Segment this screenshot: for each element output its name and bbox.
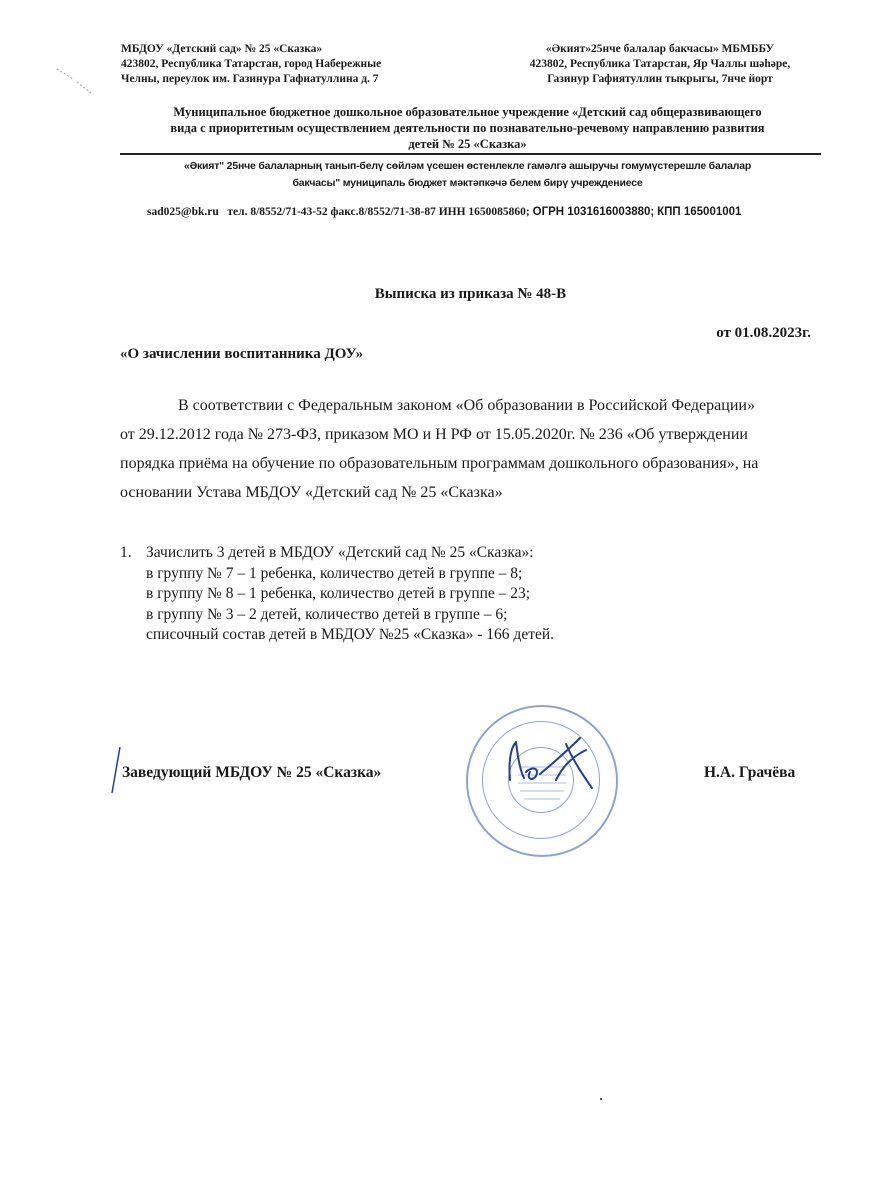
paragraph-line2: от 29.12.2012 года № 273-ФЗ, приказом МО и Н РФ от 15.05.2020г. № 236 «Об утверждении xyxy=(120,426,748,443)
header-left xyxy=(121,42,381,87)
order-list xyxy=(120,543,554,646)
handwritten-signature xyxy=(496,728,606,798)
institution-name-tt xyxy=(120,158,815,192)
paragraph-line3: порядка приёма на обучение по образовательным программам дошкольного образования», на xyxy=(120,455,759,472)
document-date: от 01.08.2023г. xyxy=(716,325,811,341)
list-line1: Зачислить 3 детей в МБДОУ «Детский сад № 25 «Сказка»: xyxy=(146,544,534,561)
contact-ogrn: ОГРН 1031616003880; xyxy=(532,206,655,218)
header-divider xyxy=(120,153,821,155)
header-left-line3: Челны, переулок им. Газинура Гафиатуллина д. 7 xyxy=(121,73,379,85)
list-line2: в группу № 7 – 1 ребенка, количество детей в группе – 8; xyxy=(146,564,523,582)
paragraph-line1: В соответствии с Федеральным законом «Об образовании в Российской Федерации» xyxy=(178,397,755,414)
header-left-line2: 423802, Республика Татарстан, город Набережные xyxy=(121,58,382,70)
scan-dot xyxy=(600,1098,602,1100)
list-item xyxy=(146,543,554,646)
list-number: 1. xyxy=(120,544,132,561)
header-right-line1: «Әкият»25нче балалар бакчасы» МБМББУ xyxy=(545,43,775,55)
document-title: Выписка из приказа № 48-В xyxy=(374,286,567,302)
header-left-line1: МБДОУ «Детский сад» № 25 «Сказка» xyxy=(121,43,323,55)
contact-email: sad025@bk.ru xyxy=(147,206,219,218)
institution-ru-line2: вида с приоритетным осуществлением деятельности по познавательно-речевому направлению развития xyxy=(170,121,765,135)
contact-kpp: КПП 165001001 xyxy=(657,206,742,218)
institution-tt-line2: бакчасы" муниципаль бюджет мәктәпкәчә белем бирү учреждениесе xyxy=(292,177,643,189)
institution-name-ru xyxy=(120,104,815,152)
header-right-line3: Газинур Гафиятуллин тыкрыгы, 7нче йорт xyxy=(547,73,773,85)
contacts-line xyxy=(147,206,741,218)
signer-position: Заведующий МБДОУ № 25 «Сказка» xyxy=(122,764,382,781)
header-right xyxy=(495,42,825,87)
list-line5: списочный состав детей в МБДОУ №25 «Сказка» - 166 детей. xyxy=(146,626,555,643)
institution-ru-line1: Муниципальное бюджетное дошкольное образовательное учреждение «Детский сад общеразвивающего xyxy=(173,105,762,119)
list-line3: в группу № 8 – 1 ребенка, количество детей в группе – 23; xyxy=(146,585,531,602)
list-line4: в группу № 3 – 2 детей, количество детей в группе – 6; xyxy=(146,605,508,623)
scan-mark xyxy=(55,65,95,97)
main-paragraph xyxy=(120,391,824,507)
institution-ru-line3: детей № 25 «Сказка» xyxy=(408,137,527,151)
header-right-line2: 423802, Республика Татарстан, Яр Чаллы шәһәре, xyxy=(529,58,791,70)
signer-name: Н.А. Грачёва xyxy=(704,764,796,781)
document-subject: «О зачислении воспитанника ДОУ» xyxy=(120,346,364,362)
contact-details: тел. 8/8552/71-43-52 факс.8/8552/71-38-87 ИНН 1650085860; xyxy=(227,206,530,218)
paragraph-line4: основании Устава МБДОУ «Детский сад № 25 «Сказка» xyxy=(120,484,503,501)
institution-tt-line1: «Әкият" 25нче балаларның танып-белү сөйләм үсешен өстенлекле гамәлгә ашыручы гомумүстерешле балалар xyxy=(183,160,752,172)
